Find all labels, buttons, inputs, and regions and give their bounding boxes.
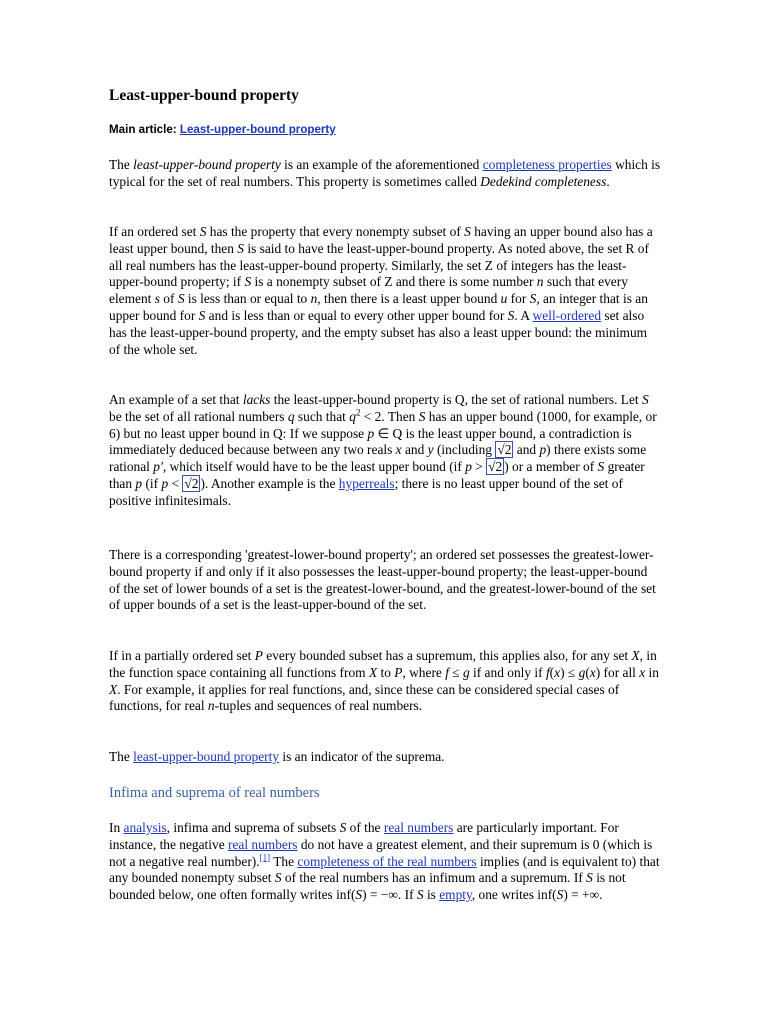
italic-term: Dedekind completeness [480,173,607,189]
math-var: S [199,224,207,239]
paragraph-ordered-set [109,224,661,358]
main-article-label: Main article: [109,123,180,136]
text: < 2. Then [360,408,419,424]
math-var: S [418,408,426,424]
math-var: X [368,664,378,680]
math-var: u [500,291,508,307]
text: ) or a member of [504,459,598,475]
link-completeness-properties[interactable]: completeness properties [482,157,612,172]
text: In [109,820,124,835]
text: greater than [109,459,645,491]
link-well-ordered[interactable]: well-ordered [532,307,602,323]
math-var: n [310,291,318,307]
text: An example of a set that [109,392,243,407]
math-var: y [427,442,434,458]
link-real-numbers[interactable]: real numbers [227,836,298,852]
paragraph-intro [109,157,661,191]
main-article-note [109,122,336,137]
math-var: S [641,392,649,407]
text: the least-upper-bound property is Q, the set of rational numbers. Let [270,392,642,407]
link-completeness-of-reals[interactable]: completeness of the real numbers [297,853,477,869]
math-var: p [465,459,472,475]
text: be the set of all rational numbers [109,408,288,424]
text: ( [549,664,555,680]
text: and [513,442,540,458]
math-var: x [395,442,402,458]
text: which is typical for the set of real numbers. This property is sometimes called [109,157,661,189]
math-var: s [154,291,160,307]
math-var: f [545,664,550,680]
link-hyperreals[interactable]: hyperreals [338,475,395,491]
text: of [159,291,178,307]
paragraph-infima-suprema [109,820,661,904]
text: do not have a greatest element, and their supremum is 0 (which is not a negative real number). [109,836,653,869]
text: , which itself would have to be the least upper bound (if [162,459,466,475]
text: having an upper bound also has a least upper bound, then [109,224,653,256]
text: implies (and is equivalent to) that any bounded nonempty subset [109,853,660,886]
math-var: S [244,274,252,290]
math-var: p [135,475,143,491]
text: every bounded subset has a supremum, this applies also, for any set [262,648,632,663]
text: such that every element [109,274,628,307]
text: . [606,173,610,189]
text: ) = −∞. If [362,887,417,903]
text: of the real numbers has an infimum and a supremum. If [281,870,587,886]
text: ∈ Q is the least upper bound, a contradiction is immediately deduced because between any two reals [109,425,632,458]
text: . A [514,307,533,323]
text: ≤ [448,664,463,680]
math-var: P [394,664,403,680]
link-least-upper-bound-property[interactable]: least-upper-bound property [133,749,280,764]
text: has the property that every nonempty subset of [206,224,465,239]
math-var: q [349,408,356,424]
text: , where [402,664,446,680]
text: ) there exists some rational [109,442,647,475]
italic-term: least-upper-bound property [133,157,281,172]
math-var: S [198,307,206,323]
math-var: S [339,820,347,835]
sqrt-two-image: √2 [497,442,512,458]
italic-term: lacks [242,392,271,407]
text: , an integer that is an upper bound for [109,291,648,323]
math-var: g [462,664,470,680]
math-var: S [274,870,282,886]
math-var: S [507,307,515,323]
text: ; there is no least upper bound of the set of positive infinitesimals. [109,475,623,508]
text: is not bounded below, one often formally writes inf( [109,870,626,903]
text: for [507,291,530,307]
math-var: p [161,475,169,491]
text: < [168,475,183,491]
text: set also has the least-upper-bound property, and the empty subset has also a least upper bound: the minimum of the whole set. [109,307,648,357]
math-var: x [639,664,646,680]
text: The [109,749,134,764]
text: ) ≤ [560,664,579,680]
math-var: g [578,664,586,680]
paragraph-partially-ordered [109,648,661,715]
text: There is a corresponding 'greatest-lower-bound property'; an ordered set possesses the greatest-lower-bound property if and only if it also possesses the least-upper-bound property; the least-upper-bound of the set of lower bounds of a set is the greatest-lower-bound, and the greatest-lower-bound of the set of upper bounds of a set is the least-upper-bound of the set. [109,547,656,613]
text: > [471,459,487,475]
paragraph-indicator [109,749,661,766]
math-var: P [254,648,263,663]
text: is said to have the least-upper-bound property. As noted above, the set R of all real numbers has the least-upper-bound property. Similarly, the set Z of integers has the least-upper-bound property; if [109,240,649,290]
text: ) for all [595,664,640,680]
math-var: X [109,681,118,697]
math-var: f [445,664,449,680]
text: The [109,157,134,172]
text: (if [142,475,162,491]
text: such that [294,408,350,424]
text: is [423,887,440,903]
text: ). Another example is the [200,475,339,491]
sqrt-two-image: √2 [184,475,199,491]
text: , infima and suprema of subsets [166,820,340,835]
text: is less than or equal to [184,291,311,307]
text: if and only if [469,664,546,680]
paragraph-greatest-lower-bound [109,547,661,614]
text: and [401,442,428,458]
math-var: n [207,698,215,714]
math-var: S [597,459,605,475]
text: in [645,664,659,680]
section-heading: Least-upper-bound property [109,87,299,104]
math-var: S [416,887,424,903]
text: and is less than or equal to every other upper bound for [205,307,508,323]
math-var: q [287,408,295,424]
link-real-numbers[interactable]: real numbers [383,820,454,835]
math-var: S [529,291,537,307]
text: If an ordered set [109,224,200,239]
math-var: n [536,274,544,290]
math-var: S [586,870,593,886]
text: (including [433,442,496,458]
text: , then there is a least upper bound [317,291,501,307]
math-var: S [355,887,363,903]
text: has an upper bound (1000, for example, or 6) but no least upper bound in Q: If we suppose [109,408,657,441]
text: The [270,853,298,869]
text: are particularly important. For instance, the negative [109,820,619,852]
math-var: X [631,648,640,663]
text: ( [585,664,590,680]
text: of the [346,820,384,835]
text: to [377,664,395,680]
text: , one writes inf( [471,887,557,903]
math-var: S [556,887,564,903]
math-var: x [554,664,561,680]
superscript: 2 [355,407,361,418]
text: -tuples and sequences of real numbers. [214,698,423,714]
text: ) = +∞. [563,887,603,903]
sqrt-two-image: √2 [488,459,503,475]
subsection-heading: Infima and suprema of real numbers [109,785,320,801]
text: is an example of the aforementioned [280,157,483,172]
math-var: p [539,442,547,458]
reference-link[interactable]: [1] [259,852,271,863]
math-var: p [367,425,375,441]
text: is a nonempty subset of Z and there is some number [251,274,537,290]
math-var: p′ [153,459,163,475]
main-article-link[interactable]: Least-upper-bound property [179,123,336,136]
math-var: S [464,224,471,239]
text: . For example, it applies for real functions, and, since these can be considered special cases of functions, for real [109,681,620,714]
text: , in the function space containing all functions from [109,648,657,680]
paragraph-rationals [109,392,661,510]
link-empty[interactable]: empty [439,887,472,903]
text: If in a partially ordered set [109,648,255,663]
math-var: S [237,240,244,256]
text: is an indicator of the suprema. [279,749,445,764]
link-analysis[interactable]: analysis [123,820,167,835]
math-var: x [589,664,596,680]
math-var: S [177,291,185,307]
